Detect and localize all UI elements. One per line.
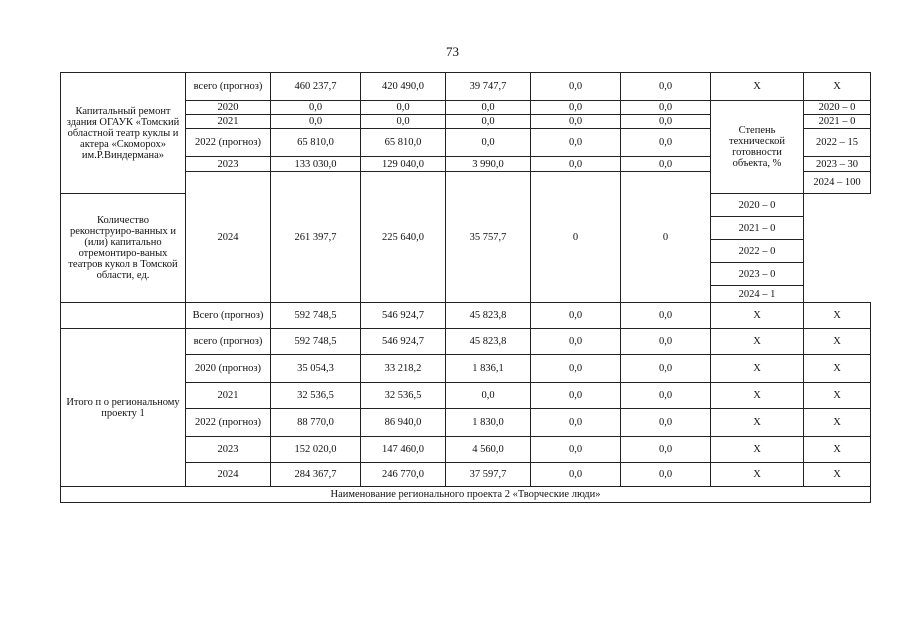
federal-value-cell: 246 770,0: [361, 463, 446, 487]
local-value-cell: 0,0: [531, 115, 621, 129]
regional-value-cell: 0,0: [446, 383, 531, 409]
local-value-cell: 0,0: [531, 73, 621, 101]
indicator-cell: X: [711, 437, 804, 463]
indicator-cell: X: [711, 73, 804, 101]
period-cell: 2020: [186, 101, 271, 115]
regional-value-cell: 1 836,1: [446, 355, 531, 383]
indicator-value-cell: 2020 – 0: [804, 101, 871, 115]
period-cell: 2022 (прогноз): [186, 129, 271, 157]
other-value-cell: 0,0: [621, 383, 711, 409]
indicator-value-cell: 2024 – 100: [804, 172, 871, 194]
local-value-cell: 0,0: [531, 303, 621, 329]
local-value-cell: 0,0: [531, 355, 621, 383]
indicator-value-cell: 2021 – 0: [804, 115, 871, 129]
regional-value-cell: 4 560,0: [446, 437, 531, 463]
period-cell: Всего (прогноз): [186, 303, 271, 329]
event-name-cell: Капитальный ремонт здания ОГАУК «Томский областной театр куклы и актера «Скоморох» им.Р.Виндермана»: [61, 73, 186, 194]
total-value-cell: 460 237,7: [271, 73, 361, 101]
period-cell: 2021: [186, 115, 271, 129]
federal-value-cell: 0,0: [361, 115, 446, 129]
indicator-value-cell: X: [804, 73, 871, 101]
indicator-cell: X: [711, 303, 804, 329]
regional-value-cell: 3 990,0: [446, 157, 531, 172]
other-value-cell: 0,0: [621, 101, 711, 115]
regional-value-cell: 35 757,7: [446, 172, 531, 303]
local-value-cell: 0,0: [531, 437, 621, 463]
period-cell: 2022 (прогноз): [186, 409, 271, 437]
indicator-cell: X: [711, 409, 804, 437]
federal-value-cell: 546 924,7: [361, 303, 446, 329]
indicator-value-cell: 2021 – 0: [711, 217, 804, 240]
other-value-cell: 0: [621, 172, 711, 303]
total-value-cell: 261 397,7: [271, 172, 361, 303]
indicator-value-cell: 2023 – 0: [711, 263, 804, 286]
regional-value-cell: 0,0: [446, 101, 531, 115]
other-value-cell: 0,0: [621, 463, 711, 487]
period-cell: 2024: [186, 172, 271, 303]
regional-value-cell: 45 823,8: [446, 303, 531, 329]
total-value-cell: 592 748,5: [271, 303, 361, 329]
indicator-value-cell: X: [804, 463, 871, 487]
indicator-value-cell: 2023 – 30: [804, 157, 871, 172]
regional-value-cell: 0,0: [446, 115, 531, 129]
indicator-value-cell: X: [804, 409, 871, 437]
regional-value-cell: 0,0: [446, 129, 531, 157]
indicator-cell: X: [711, 463, 804, 487]
period-cell: 2023: [186, 437, 271, 463]
other-value-cell: 0,0: [621, 409, 711, 437]
empty-cell: [61, 303, 186, 329]
indicator-value-cell: 2022 – 0: [711, 240, 804, 263]
itogo-name-cell: Итого п о региональному проекту 1: [61, 329, 186, 487]
section-caption: Наименование регионального проекта 2 «Творческие люди»: [61, 487, 871, 503]
indicator-name-cell: Степень технической готовности объекта, %: [711, 101, 804, 194]
local-value-cell: 0,0: [531, 409, 621, 437]
total-value-cell: 284 367,7: [271, 463, 361, 487]
federal-value-cell: 0,0: [361, 101, 446, 115]
indicator-value-cell: 2022 – 15: [804, 129, 871, 157]
indicator-name-cell: Количество реконструиро-ванных и (или) капитально отремонтиро-ваных театров кукол в Томской области, ед.: [61, 194, 186, 303]
indicator-value-cell: X: [804, 329, 871, 355]
budget-table: [60, 72, 871, 503]
federal-value-cell: 33 218,2: [361, 355, 446, 383]
period-cell: 2024: [186, 463, 271, 487]
period-cell: всего (прогноз): [186, 329, 271, 355]
local-value-cell: 0,0: [531, 129, 621, 157]
other-value-cell: 0,0: [621, 73, 711, 101]
indicator-value-cell: X: [804, 355, 871, 383]
local-value-cell: 0,0: [531, 329, 621, 355]
total-value-cell: 592 748,5: [271, 329, 361, 355]
federal-value-cell: 225 640,0: [361, 172, 446, 303]
local-value-cell: 0,0: [531, 463, 621, 487]
indicator-cell: X: [711, 329, 804, 355]
local-value-cell: 0,0: [531, 383, 621, 409]
total-value-cell: 65 810,0: [271, 129, 361, 157]
indicator-cell: X: [711, 355, 804, 383]
regional-value-cell: 37 597,7: [446, 463, 531, 487]
other-value-cell: 0,0: [621, 115, 711, 129]
federal-value-cell: 147 460,0: [361, 437, 446, 463]
federal-value-cell: 546 924,7: [361, 329, 446, 355]
other-value-cell: 0,0: [621, 129, 711, 157]
total-value-cell: 0,0: [271, 115, 361, 129]
indicator-value-cell: 2020 – 0: [711, 194, 804, 217]
other-value-cell: 0,0: [621, 329, 711, 355]
federal-value-cell: 420 490,0: [361, 73, 446, 101]
other-value-cell: 0,0: [621, 303, 711, 329]
period-cell: 2023: [186, 157, 271, 172]
period-cell: всего (прогноз): [186, 73, 271, 101]
indicator-value-cell: 2024 – 1: [711, 286, 804, 303]
federal-value-cell: 32 536,5: [361, 383, 446, 409]
other-value-cell: 0,0: [621, 437, 711, 463]
total-value-cell: 32 536,5: [271, 383, 361, 409]
federal-value-cell: 129 040,0: [361, 157, 446, 172]
page-number: 73: [446, 44, 459, 59]
total-value-cell: 88 770,0: [271, 409, 361, 437]
period-cell: 2021: [186, 383, 271, 409]
total-value-cell: 0,0: [271, 101, 361, 115]
period-cell: 2020 (прогноз): [186, 355, 271, 383]
local-value-cell: 0: [531, 172, 621, 303]
indicator-cell: X: [711, 383, 804, 409]
total-value-cell: 133 030,0: [271, 157, 361, 172]
indicator-value-cell: X: [804, 303, 871, 329]
total-value-cell: 152 020,0: [271, 437, 361, 463]
federal-value-cell: 65 810,0: [361, 129, 446, 157]
other-value-cell: 0,0: [621, 157, 711, 172]
federal-value-cell: 86 940,0: [361, 409, 446, 437]
indicator-value-cell: X: [804, 437, 871, 463]
total-value-cell: 35 054,3: [271, 355, 361, 383]
regional-value-cell: 1 830,0: [446, 409, 531, 437]
local-value-cell: 0,0: [531, 101, 621, 115]
regional-value-cell: 45 823,8: [446, 329, 531, 355]
other-value-cell: 0,0: [621, 355, 711, 383]
indicator-value-cell: X: [804, 383, 871, 409]
local-value-cell: 0,0: [531, 157, 621, 172]
regional-value-cell: 39 747,7: [446, 73, 531, 101]
